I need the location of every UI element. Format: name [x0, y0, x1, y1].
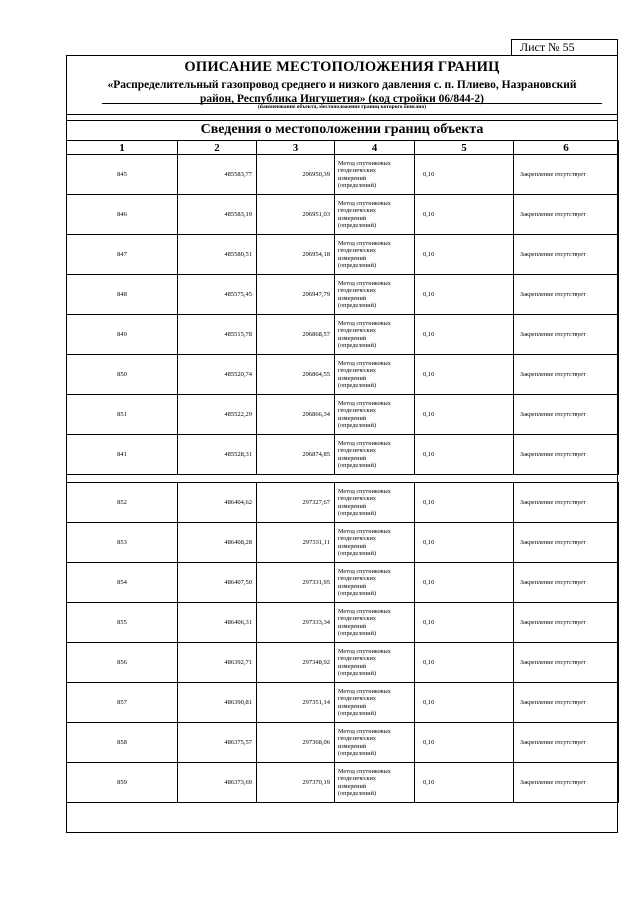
method-text-line: Метод спутниковых	[338, 767, 391, 775]
point-number-cell: 857	[67, 683, 178, 723]
method-text-line: (определений)	[338, 182, 376, 189]
method-text-line: геодезических	[338, 287, 377, 294]
sheet-number: Лист № 55	[511, 39, 618, 56]
point-number-cell: 849	[67, 315, 178, 355]
method-text-line: Метод спутниковых	[338, 279, 391, 287]
precision-cell: 0,10	[415, 435, 514, 475]
fixation-cell: Закрепление отсутствует	[514, 395, 619, 435]
table-row	[67, 603, 619, 643]
object-name-line2: район, Республика Ингушетия» (код стройки 06/844-2)	[199, 93, 484, 105]
method-text-line: геодезических	[338, 247, 377, 254]
fixation-cell: Закрепление отсутствует	[514, 195, 619, 235]
method-text-line: геодезических	[338, 735, 377, 742]
method-text-line: Метод спутниковых	[338, 487, 391, 495]
object-name-line1: «Распределительный газопровод среднего и низкого давления с. п. Плиево, Назрановский	[107, 79, 577, 91]
method-cell	[335, 435, 415, 475]
coord-x-cell: 486375,57	[178, 723, 257, 763]
coord-x-cell: 485583,77	[178, 155, 257, 195]
coord-x-cell: 486408,28	[178, 523, 257, 563]
method-text-line: (определений)	[338, 510, 376, 517]
coord-y-cell: 296947,79	[257, 275, 335, 315]
table-row	[67, 275, 619, 315]
table-row	[67, 723, 619, 763]
method-text-line: Метод спутниковых	[338, 199, 391, 207]
column-header: 4	[335, 141, 415, 155]
table-row	[67, 483, 619, 523]
method-text-line: измерений	[338, 702, 367, 710]
point-number-cell: 845	[67, 155, 178, 195]
fixation-cell: Закрепление отсутствует	[514, 315, 619, 355]
table-row	[67, 563, 619, 603]
method-text-line: (определений)	[338, 382, 376, 389]
method-text-line: Метод спутниковых	[338, 439, 391, 447]
precision-cell: 0,10	[415, 275, 514, 315]
precision-cell: 0,10	[415, 723, 514, 763]
method-text-line: измерений	[338, 662, 367, 670]
method-text-line: измерений	[338, 622, 367, 630]
method-text-line: измерений	[338, 502, 367, 510]
method-text-line: измерений	[338, 374, 367, 382]
method-text-line: геодезических	[338, 207, 377, 214]
method-text-line: измерений	[338, 582, 367, 590]
method-text-line: измерений	[338, 254, 367, 262]
table-row	[67, 155, 619, 195]
method-text-line: геодезических	[338, 167, 377, 174]
method-cell	[335, 155, 415, 195]
fixation-cell: Закрепление отсутствует	[514, 275, 619, 315]
method-text-line: (определений)	[338, 670, 376, 677]
method-cell	[335, 235, 415, 275]
method-cell	[335, 315, 415, 355]
divider-bottom	[66, 120, 618, 121]
method-text-line: (определений)	[338, 262, 376, 269]
table-row	[67, 395, 619, 435]
point-number-cell: 859	[67, 763, 178, 803]
precision-cell: 0,10	[415, 683, 514, 723]
point-number-cell: 854	[67, 563, 178, 603]
coord-y-cell: 296951,03	[257, 195, 335, 235]
coord-x-cell: 486404,62	[178, 483, 257, 523]
point-number-cell: 853	[67, 523, 178, 563]
fixation-cell: Закрепление отсутствует	[514, 155, 619, 195]
coord-y-cell: 296874,85	[257, 435, 335, 475]
coord-x-cell: 486390,81	[178, 683, 257, 723]
coord-x-cell: 485515,78	[178, 315, 257, 355]
precision-cell: 0,10	[415, 643, 514, 683]
method-cell	[335, 563, 415, 603]
coord-x-cell: 485522,29	[178, 395, 257, 435]
coord-x-cell: 486406,31	[178, 603, 257, 643]
method-text-line: геодезических	[338, 695, 377, 702]
coord-y-cell: 297370,19	[257, 763, 335, 803]
coord-y-cell: 296868,57	[257, 315, 335, 355]
method-text-line: измерений	[338, 174, 367, 182]
method-text-line: Метод спутниковых	[338, 319, 391, 327]
precision-cell: 0,10	[415, 603, 514, 643]
precision-cell: 0,10	[415, 563, 514, 603]
method-text-line: геодезических	[338, 535, 377, 542]
table-row	[67, 643, 619, 683]
method-text-line: измерений	[338, 542, 367, 550]
coord-y-cell: 297351,14	[257, 683, 335, 723]
table-row	[67, 355, 619, 395]
point-number-cell: 851	[67, 395, 178, 435]
method-cell	[335, 195, 415, 235]
column-header: 3	[257, 141, 335, 155]
fixation-cell: Закрепление отсутствует	[514, 683, 619, 723]
method-text-line: Метод спутниковых	[338, 647, 391, 655]
method-text-line: (определений)	[338, 750, 376, 757]
method-text-line: геодезических	[338, 495, 377, 502]
point-number-cell: 858	[67, 723, 178, 763]
precision-cell: 0,10	[415, 155, 514, 195]
fixation-cell: Закрепление отсутствует	[514, 523, 619, 563]
method-text-line: (определений)	[338, 630, 376, 637]
method-cell	[335, 275, 415, 315]
method-text-line: Метод спутниковых	[338, 399, 391, 407]
fixation-cell: Закрепление отсутствует	[514, 763, 619, 803]
coord-y-cell: 297331,11	[257, 523, 335, 563]
coord-x-cell: 485583,19	[178, 195, 257, 235]
method-text-line: (определений)	[338, 590, 376, 597]
group-separator	[67, 475, 619, 483]
column-header: 2	[178, 141, 257, 155]
precision-cell: 0,10	[415, 355, 514, 395]
point-number-cell: 846	[67, 195, 178, 235]
coord-x-cell: 486407,50	[178, 563, 257, 603]
method-text-line: измерений	[338, 214, 367, 222]
method-text-line: измерений	[338, 414, 367, 422]
method-text-line: Метод спутниковых	[338, 607, 391, 615]
method-cell	[335, 723, 415, 763]
coord-y-cell: 296866,34	[257, 395, 335, 435]
method-cell	[335, 355, 415, 395]
coord-y-cell: 297348,92	[257, 643, 335, 683]
coord-y-cell: 296864,55	[257, 355, 335, 395]
method-text-line: геодезических	[338, 575, 377, 582]
method-text-line: измерений	[338, 294, 367, 302]
method-text-line: геодезических	[338, 327, 377, 334]
precision-cell: 0,10	[415, 523, 514, 563]
method-text-line: (определений)	[338, 790, 376, 797]
method-cell	[335, 603, 415, 643]
method-text-line: (определений)	[338, 342, 376, 349]
separator-cell	[67, 475, 619, 483]
method-text-line: Метод спутниковых	[338, 239, 391, 247]
method-text-line: геодезических	[338, 655, 377, 662]
point-number-cell: 856	[67, 643, 178, 683]
method-cell	[335, 483, 415, 523]
method-text-line: (определений)	[338, 710, 376, 717]
method-text-line: (определений)	[338, 462, 376, 469]
column-header: 1	[67, 141, 178, 155]
method-cell	[335, 683, 415, 723]
method-text-line: (определений)	[338, 302, 376, 309]
point-number-cell: 841	[67, 435, 178, 475]
point-number-cell: 847	[67, 235, 178, 275]
point-number-cell: 850	[67, 355, 178, 395]
method-text-line: измерений	[338, 454, 367, 462]
coord-y-cell: 297327,67	[257, 483, 335, 523]
method-text-line: измерений	[338, 742, 367, 750]
method-text-line: (определений)	[338, 222, 376, 229]
method-text-line: геодезических	[338, 367, 377, 374]
method-text-line: измерений	[338, 782, 367, 790]
table-row	[67, 763, 619, 803]
section-title: Сведения о местоположении границ объекта	[200, 122, 484, 137]
method-text-line: Метод спутниковых	[338, 359, 391, 367]
divider-top	[66, 114, 618, 115]
fixation-cell: Закрепление отсутствует	[514, 483, 619, 523]
method-text-line: Метод спутниковых	[338, 727, 391, 735]
precision-cell: 0,10	[415, 395, 514, 435]
method-cell	[335, 523, 415, 563]
method-text-line: Метод спутниковых	[338, 567, 391, 575]
fixation-cell: Закрепление отсутствует	[514, 723, 619, 763]
precision-cell: 0,10	[415, 315, 514, 355]
fixation-cell: Закрепление отсутствует	[514, 235, 619, 275]
precision-cell: 0,10	[415, 235, 514, 275]
precision-cell: 0,10	[415, 483, 514, 523]
coord-y-cell: 297368,06	[257, 723, 335, 763]
method-text-line: геодезических	[338, 447, 377, 454]
method-text-line: Метод спутниковых	[338, 527, 391, 535]
fixation-cell: Закрепление отсутствует	[514, 603, 619, 643]
column-header: 5	[415, 141, 514, 155]
column-header: 6	[514, 141, 619, 155]
method-text-line: (определений)	[338, 550, 376, 557]
method-text-line: геодезических	[338, 775, 377, 782]
precision-cell: 0,10	[415, 195, 514, 235]
document-title: ОПИСАНИЕ МЕСТОПОЛОЖЕНИЯ ГРАНИЦ	[184, 59, 500, 75]
point-number-cell: 855	[67, 603, 178, 643]
coord-x-cell: 486373,69	[178, 763, 257, 803]
coord-y-cell: 297333,34	[257, 603, 335, 643]
method-cell	[335, 643, 415, 683]
point-number-cell: 852	[67, 483, 178, 523]
table-row	[67, 435, 619, 475]
table-row	[67, 523, 619, 563]
table-row	[67, 195, 619, 235]
method-text-line: Метод спутниковых	[338, 687, 391, 695]
precision-cell: 0,10	[415, 763, 514, 803]
coord-x-cell: 485575,45	[178, 275, 257, 315]
method-cell	[335, 395, 415, 435]
fixation-cell: Закрепление отсутствует	[514, 563, 619, 603]
coord-x-cell: 485528,31	[178, 435, 257, 475]
coord-y-cell: 296950,39	[257, 155, 335, 195]
point-number-cell: 848	[67, 275, 178, 315]
table-row	[67, 315, 619, 355]
coord-y-cell: 297331,95	[257, 563, 335, 603]
method-text-line: Метод спутниковых	[338, 159, 391, 167]
coordinates-table	[66, 140, 619, 803]
table-row	[67, 683, 619, 723]
coord-x-cell: 485520,74	[178, 355, 257, 395]
fixation-cell: Закрепление отсутствует	[514, 435, 619, 475]
coord-x-cell: 486392,71	[178, 643, 257, 683]
fixation-cell: Закрепление отсутствует	[514, 355, 619, 395]
method-text-line: геодезических	[338, 615, 377, 622]
fixation-cell: Закрепление отсутствует	[514, 643, 619, 683]
object-name	[67, 78, 617, 106]
coord-x-cell: 485580,51	[178, 235, 257, 275]
method-text-line: геодезических	[338, 407, 377, 414]
table-header-row	[67, 141, 619, 155]
method-text-line: измерений	[338, 334, 367, 342]
method-text-line: (определений)	[338, 422, 376, 429]
method-cell	[335, 763, 415, 803]
coord-y-cell: 296954,18	[257, 235, 335, 275]
table-row	[67, 235, 619, 275]
object-caption: (наименование объекта, местоположение границ которого описано)	[257, 104, 427, 110]
